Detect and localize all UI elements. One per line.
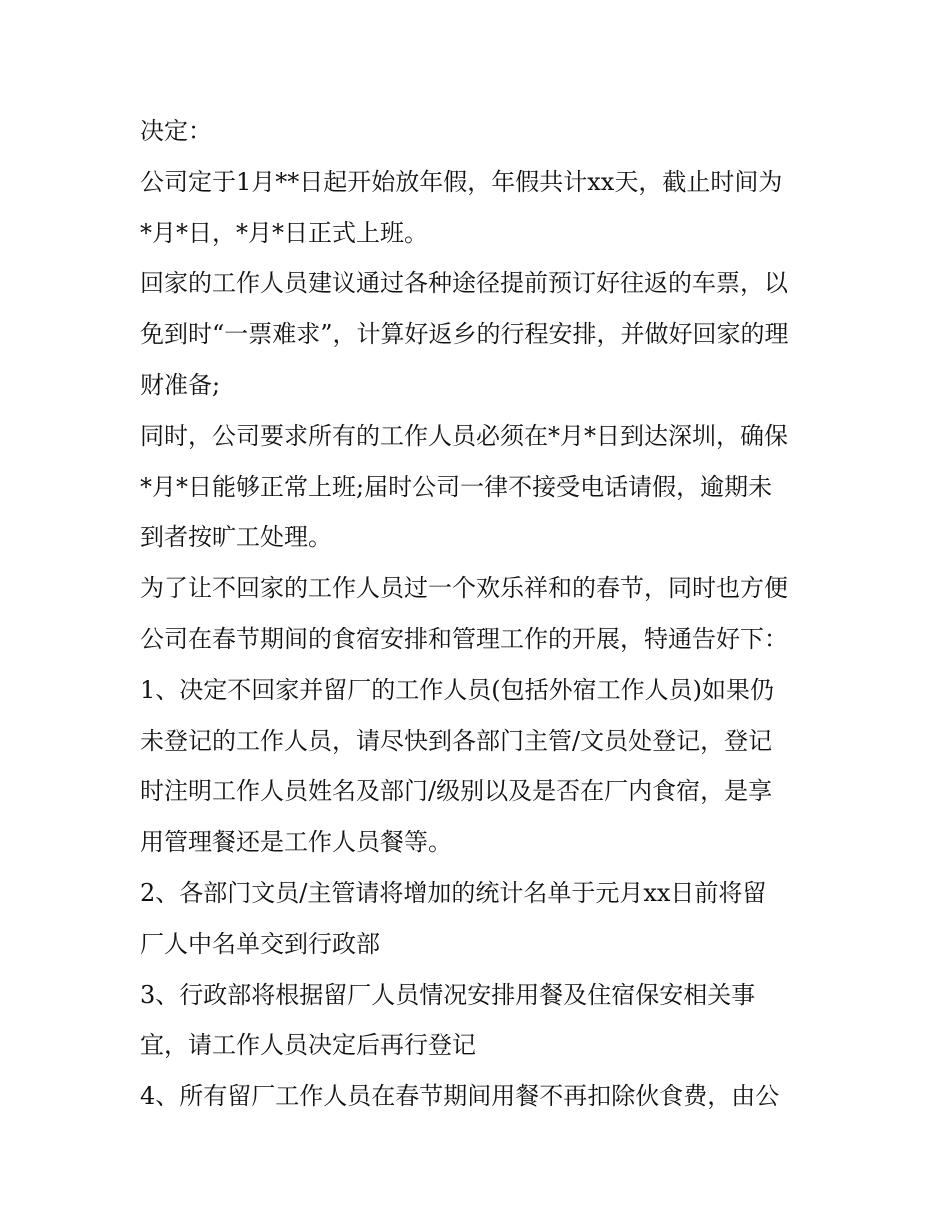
text-line: 4、所有留厂工作人员在春节期间用餐不再扣除伙食费，由公	[140, 1082, 780, 1111]
text-line: *月*日能够正常上班;届时公司一律不接受电话请假，逾期未	[140, 472, 773, 501]
text-line: 公司定于1月**日起开始放年假，年假共计xx天，截止时间为	[140, 167, 783, 196]
text-line: 同时，公司要求所有的工作人员必须在*月*日到达深圳，确保	[140, 421, 788, 450]
text-line: *月*日，*月*日正式上班。	[140, 218, 428, 247]
text-line: 3、行政部将根据留厂人员情况安排用餐及住宿保安相关事	[140, 980, 756, 1009]
text-line: 为了让不回家的工作人员过一个欢乐祥和的春节，同时也方便	[140, 574, 788, 603]
text-line: 2、各部门文员/主管请将增加的统计名单于元月xx日前将留	[140, 878, 767, 907]
text-line: 宜，请工作人员决定后再行登记	[140, 1031, 476, 1060]
text-line: 用管理餐还是工作人员餐等。	[140, 828, 452, 857]
text-line: 决定：	[140, 117, 212, 145]
text-line: 1、决定不回家并留厂的工作人员(包括外宿工作人员)如果仍	[140, 675, 774, 704]
text-line: 公司在春节期间的食宿安排和管理工作的开展，特通告好下：	[140, 624, 788, 653]
text-line: 厂人中名单交到行政部	[140, 929, 380, 958]
text-line: 回家的工作人员建议通过各种途径提前预订好往返的车票，以	[140, 269, 788, 298]
text-line: 时注明工作人员姓名及部门/级别以及是否在厂内食宿，是享	[140, 777, 773, 806]
document-body	[140, 106, 820, 1122]
text-line: 未登记的工作人员，请尽快到各部门主管/文员处登记，登记	[140, 726, 773, 755]
text-line: 财准备;	[140, 370, 221, 399]
text-line: 免到时“一票难求”，计算好返乡的行程安排，并做好回家的理	[140, 320, 789, 349]
text-line: 到者按旷工处理。	[140, 523, 332, 552]
